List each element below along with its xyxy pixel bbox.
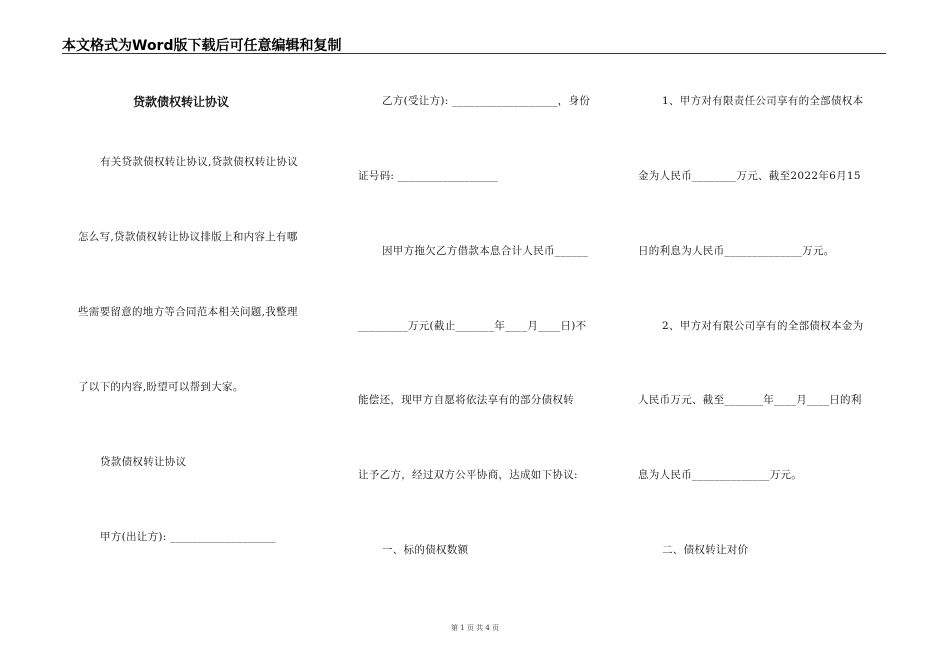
download-banner: 本文格式为Word版下载后可任意编辑和复制 bbox=[62, 38, 342, 54]
paragraph-line: 日的利息为人民币______________万元。 bbox=[638, 245, 835, 257]
paragraph-line: 让予乙方，经过双方公平协商，达成如下协议: bbox=[358, 469, 578, 481]
party-a-line: 甲方(出让方): ___________________ bbox=[100, 531, 276, 543]
paragraph-line: 能偿还，现甲方自愿将依法享有的部分债权转 bbox=[358, 394, 574, 406]
paragraph-line: 金为人民币________万元、截至2022年6月15 bbox=[638, 170, 861, 182]
paragraph-line: _________万元(截止_______年____月____日)不 bbox=[358, 320, 587, 332]
document-title: 贷款债权转让协议 bbox=[133, 95, 230, 109]
paragraph-line: 了以下的内容,盼望可以帮到大家。 bbox=[78, 381, 244, 393]
paragraph-line: 2、甲方对有限公司享有的全部债权本金为 bbox=[662, 320, 864, 332]
section-heading: 二、债权转让对价 bbox=[662, 544, 749, 556]
paragraph-line: 1、甲方对有限责任公司享有的全部债权本 bbox=[662, 95, 864, 107]
paragraph-line: 因甲方拖欠乙方借款本息合计人民币______ bbox=[382, 245, 589, 257]
page-number: 第 1 页 共 4 页 bbox=[450, 624, 500, 632]
paragraph-line: 些需要留意的地方等合同范本相关问题,我整理 bbox=[78, 306, 298, 318]
paragraph-line: 息为人民币______________万元。 bbox=[638, 469, 803, 481]
paragraph-line: 怎么写,贷款债权转让协议排版上和内容上有哪 bbox=[78, 231, 298, 243]
paragraph-line: 有关贷款债权转让协议,贷款债权转让协议 bbox=[100, 156, 299, 168]
id-number-line: 证号码: __________________ bbox=[358, 170, 498, 182]
column-2 bbox=[358, 0, 608, 640]
paragraph-line: 人民币万元、截至_______年____月____日的利 bbox=[638, 394, 862, 406]
section-heading: 一、标的债权数额 bbox=[382, 544, 469, 556]
party-b-line: 乙方(受让方): ___________________，身份 bbox=[382, 95, 591, 107]
column-1 bbox=[78, 0, 328, 640]
section-heading: 贷款债权转让协议 bbox=[100, 456, 187, 468]
column-3 bbox=[638, 0, 888, 640]
